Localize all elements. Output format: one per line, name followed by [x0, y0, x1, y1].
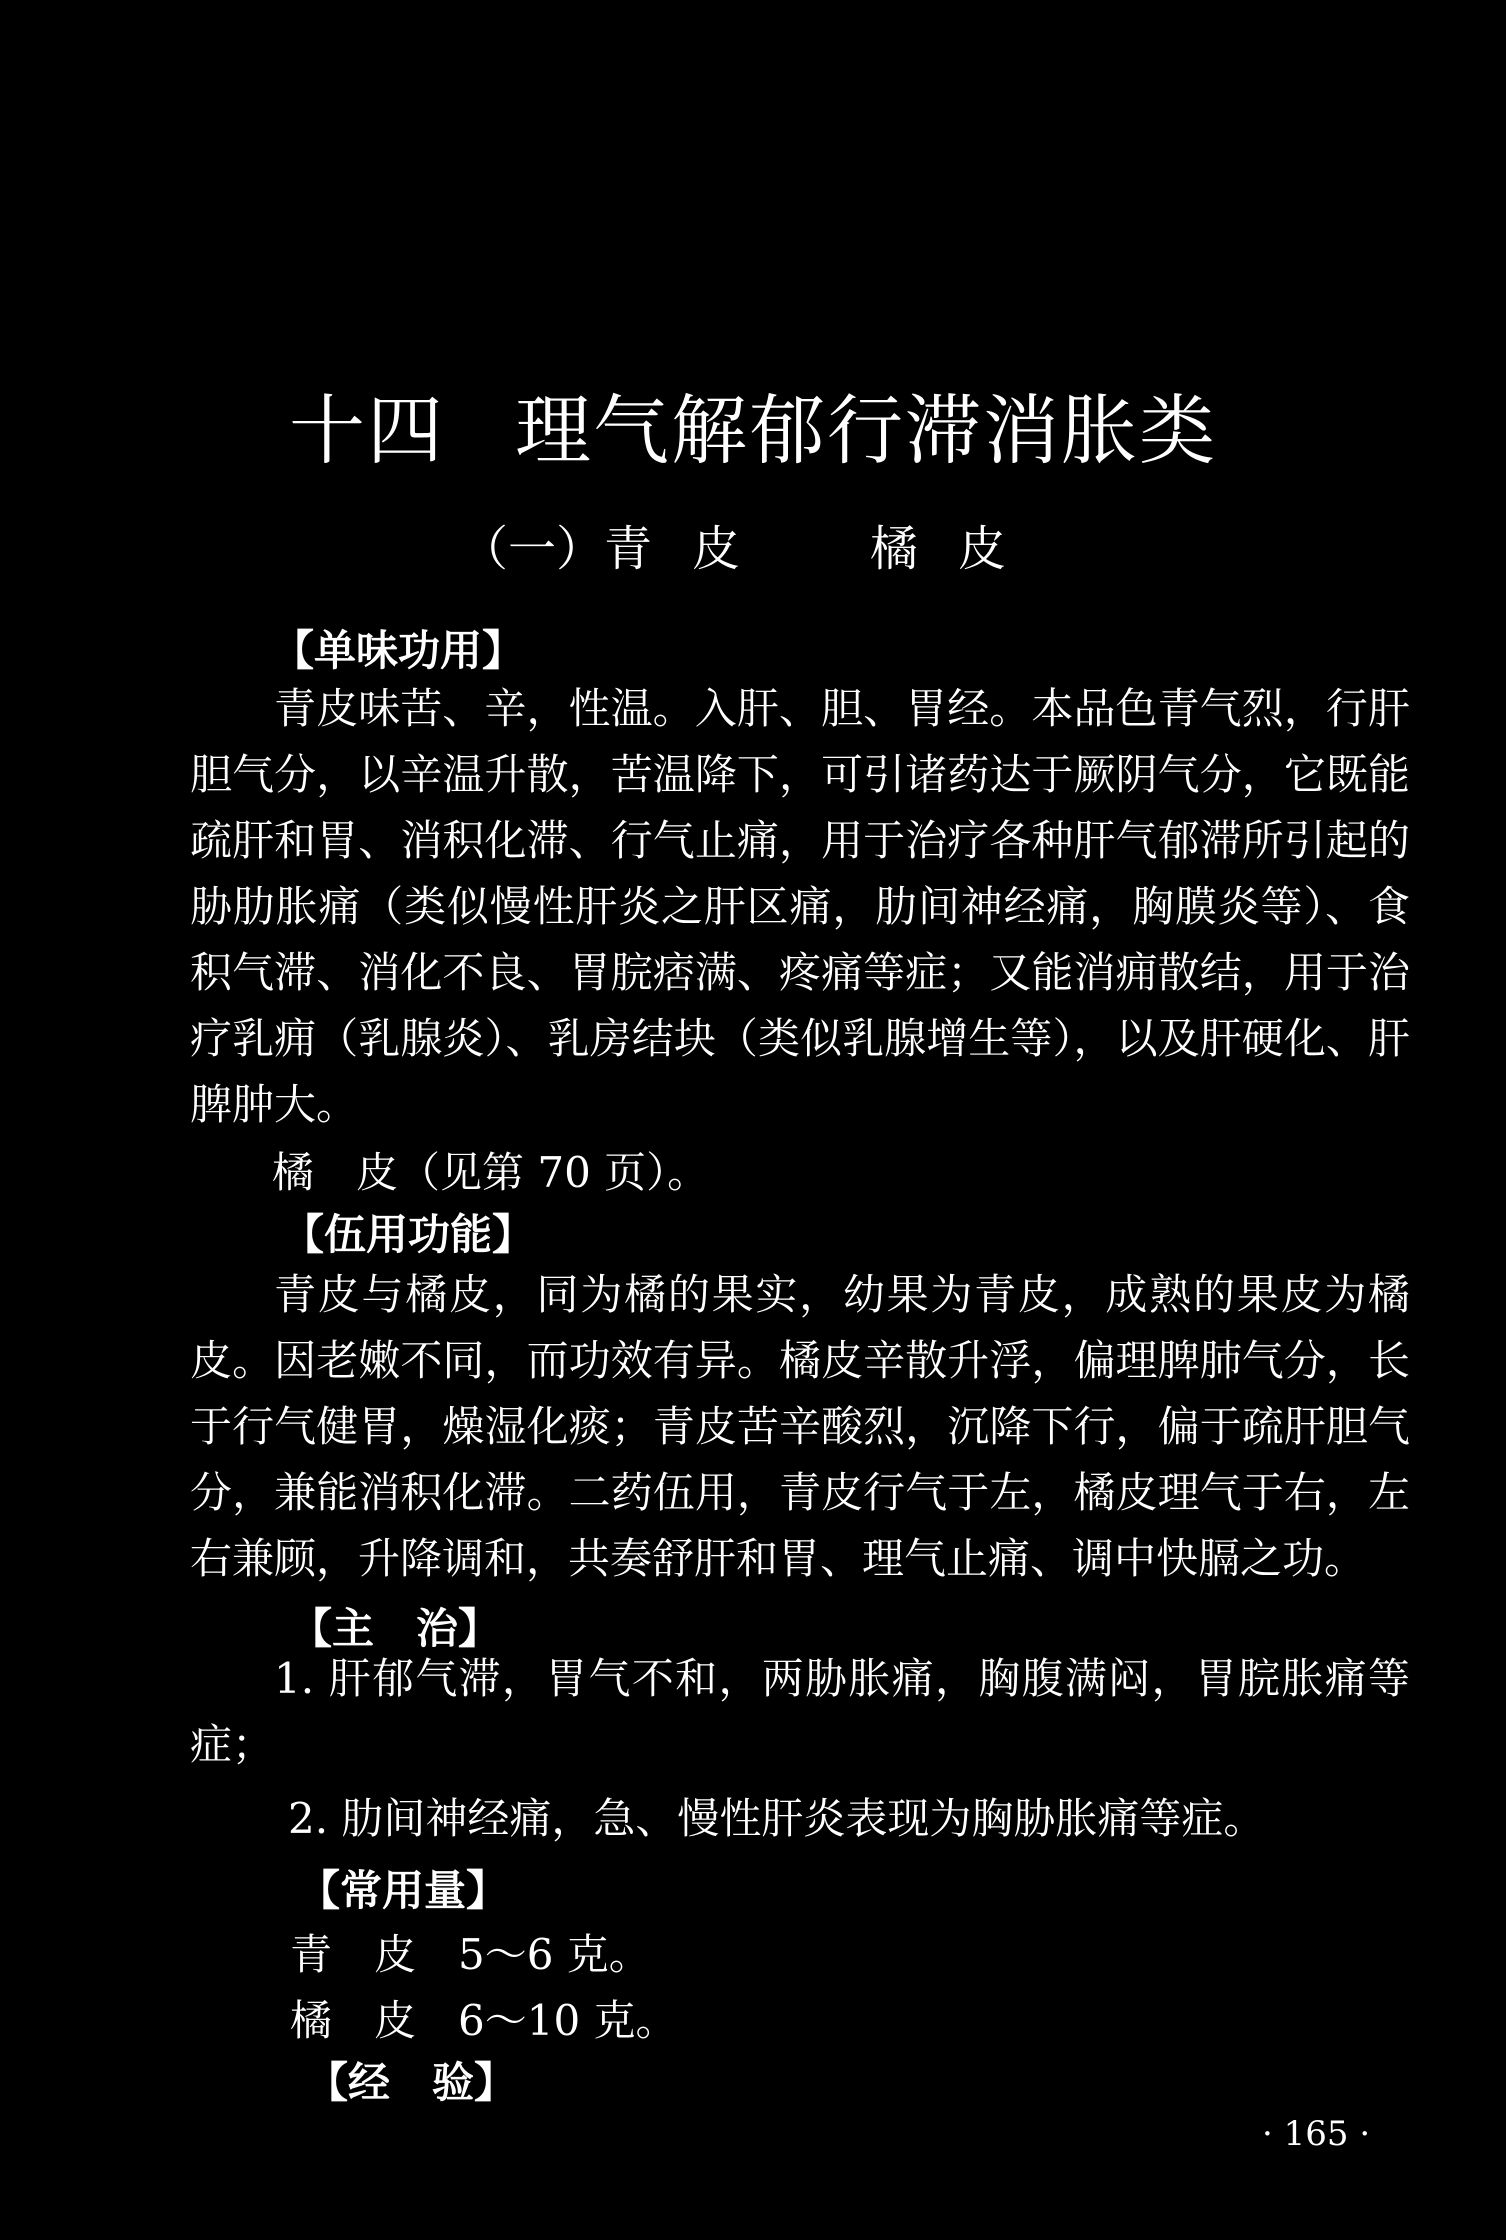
combination-heading: 【伍用功能】 — [282, 1210, 535, 1259]
page-number: · 165 · — [1262, 2114, 1371, 2154]
combination-text: 青皮与橘皮，同为橘的果实，幼果为青皮，成熟的果皮为橘皮。因老嫩不同，而功效有异。橘皮辛散升浮，偏理脾肺气分，长于行气健胃，燥湿化痰；青皮苦辛酸烈，沉降下行，偏于疏肝胆气分，兼能消积化滞。二药伍用，青皮行气于左，橘皮理气于右，左右兼顾，升降调和，共奏舒肝和胃、理气止痛、调中快膈之功。 — [190, 1270, 1410, 1583]
single-function-paragraph — [190, 676, 1410, 1138]
indications-item-2: 2. 肋间神经痛，急、慢性肝炎表现为胸胁胀痛等症。 — [288, 1794, 1266, 1843]
chapter-name: 理气解郁行滞消胀类 — [515, 386, 1217, 475]
section-herb-1: 青皮 — [603, 521, 780, 577]
indications-item-1 — [190, 1646, 1410, 1778]
experience-heading: 【经 验】 — [306, 2058, 517, 2107]
single-function-text: 青皮味苦、辛，性温。入肝、胆、胃经。本品色青气烈，行肝胆气分，以辛温升散，苦温降下，可引诸药达于厥阴气分，它既能疏肝和胃、消积化滞、行气止痛，用于治疗各种肝气郁滞所引起的胁肋胀痛（类似慢性肝炎之肝区痛，肋间神经痛，胸膜炎等）、食积气滞、消化不良、胃脘痞满、疼痛等症；又能消痈散结，用于治疗乳痈（乳腺炎）、乳房结块（类似乳腺增生等），以及肝硬化、肝脾肿大。 — [190, 684, 1410, 1129]
dosage-line-jupi: 橘 皮 6～10 克。 — [290, 1996, 678, 2045]
orange-peel-reference: 橘 皮（见第 70 页）。 — [272, 1148, 710, 1197]
indications-heading: 【主 治】 — [290, 1604, 501, 1653]
chapter-number: 十四 — [289, 386, 445, 475]
section-herb-2: 橘皮 — [870, 521, 1047, 577]
combination-paragraph — [190, 1262, 1410, 1592]
section-number: （一） — [459, 521, 604, 577]
section-title — [0, 510, 1506, 579]
indications-item-1-text: 1. 肝郁气滞，胃气不和，两胁胀痛，胸腹满闷，胃脘胀痛等症； — [190, 1654, 1410, 1769]
chapter-title — [0, 370, 1506, 479]
dosage-heading: 【常用量】 — [298, 1866, 509, 1915]
single-function-heading: 【单味功用】 — [272, 626, 525, 675]
dosage-line-qingpi: 青 皮 5～6 克。 — [290, 1930, 651, 1979]
